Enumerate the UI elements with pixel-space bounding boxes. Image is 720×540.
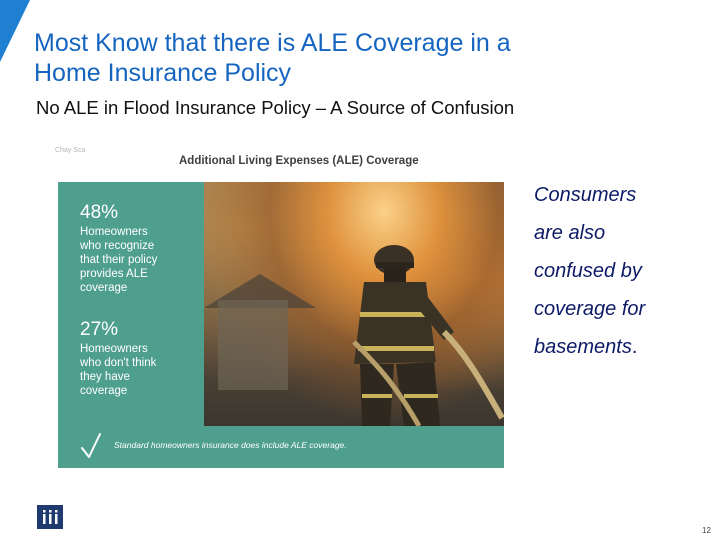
stat-27	[80, 319, 156, 398]
side-period: .	[631, 336, 638, 358]
stat-desc-line: coverage	[80, 282, 128, 294]
slide-title-line-2: Home Insurance Policy	[34, 59, 292, 87]
page-number: 12	[702, 526, 711, 535]
checkmark-icon	[80, 432, 102, 460]
stat-value: 48%	[80, 202, 119, 223]
infographic-title: Additional Living Expenses (ALE) Coverage	[179, 155, 419, 167]
firefighter-photo	[204, 182, 504, 426]
side-callout	[534, 176, 704, 366]
stat-desc-line: Homeowners	[80, 343, 148, 355]
stat-desc-line: that their policy	[80, 254, 158, 266]
stat-description	[80, 342, 156, 398]
slide-title-line-1: Most Know that there is ALE Coverage in a	[34, 29, 511, 57]
corner-accent	[0, 0, 30, 62]
stats-panel	[58, 182, 204, 426]
stat-desc-line: coverage	[80, 385, 128, 397]
stat-desc-line: who don't think	[80, 357, 157, 369]
side-line-last	[534, 328, 704, 366]
iii-logo	[37, 505, 63, 529]
stat-desc-line: provides ALE	[80, 268, 148, 280]
stat-desc-line: who recognize	[80, 240, 155, 252]
firefighter-figure	[204, 182, 504, 426]
logo-mark-icon	[37, 505, 63, 529]
stat-desc-line: they have	[80, 371, 130, 383]
side-line: confused by	[534, 260, 642, 282]
stat-description	[80, 225, 157, 295]
source-label: Chay Sca	[55, 147, 86, 154]
note-bar	[58, 426, 504, 468]
side-line: coverage for	[534, 298, 646, 320]
side-line: basements	[534, 336, 632, 358]
slide-subtitle: No ALE in Flood Insurance Policy – A Source of Confusion	[36, 97, 515, 118]
slide-title	[34, 28, 674, 88]
note-text: Standard homeowners insurance does include ALE coverage.	[114, 440, 347, 450]
side-line: are also	[534, 222, 606, 244]
stat-48	[80, 202, 157, 295]
side-line: Consumers	[534, 184, 637, 206]
stat-desc-line: Homeowners	[80, 226, 148, 238]
ale-infographic	[58, 182, 504, 468]
stat-value: 27%	[80, 319, 119, 340]
